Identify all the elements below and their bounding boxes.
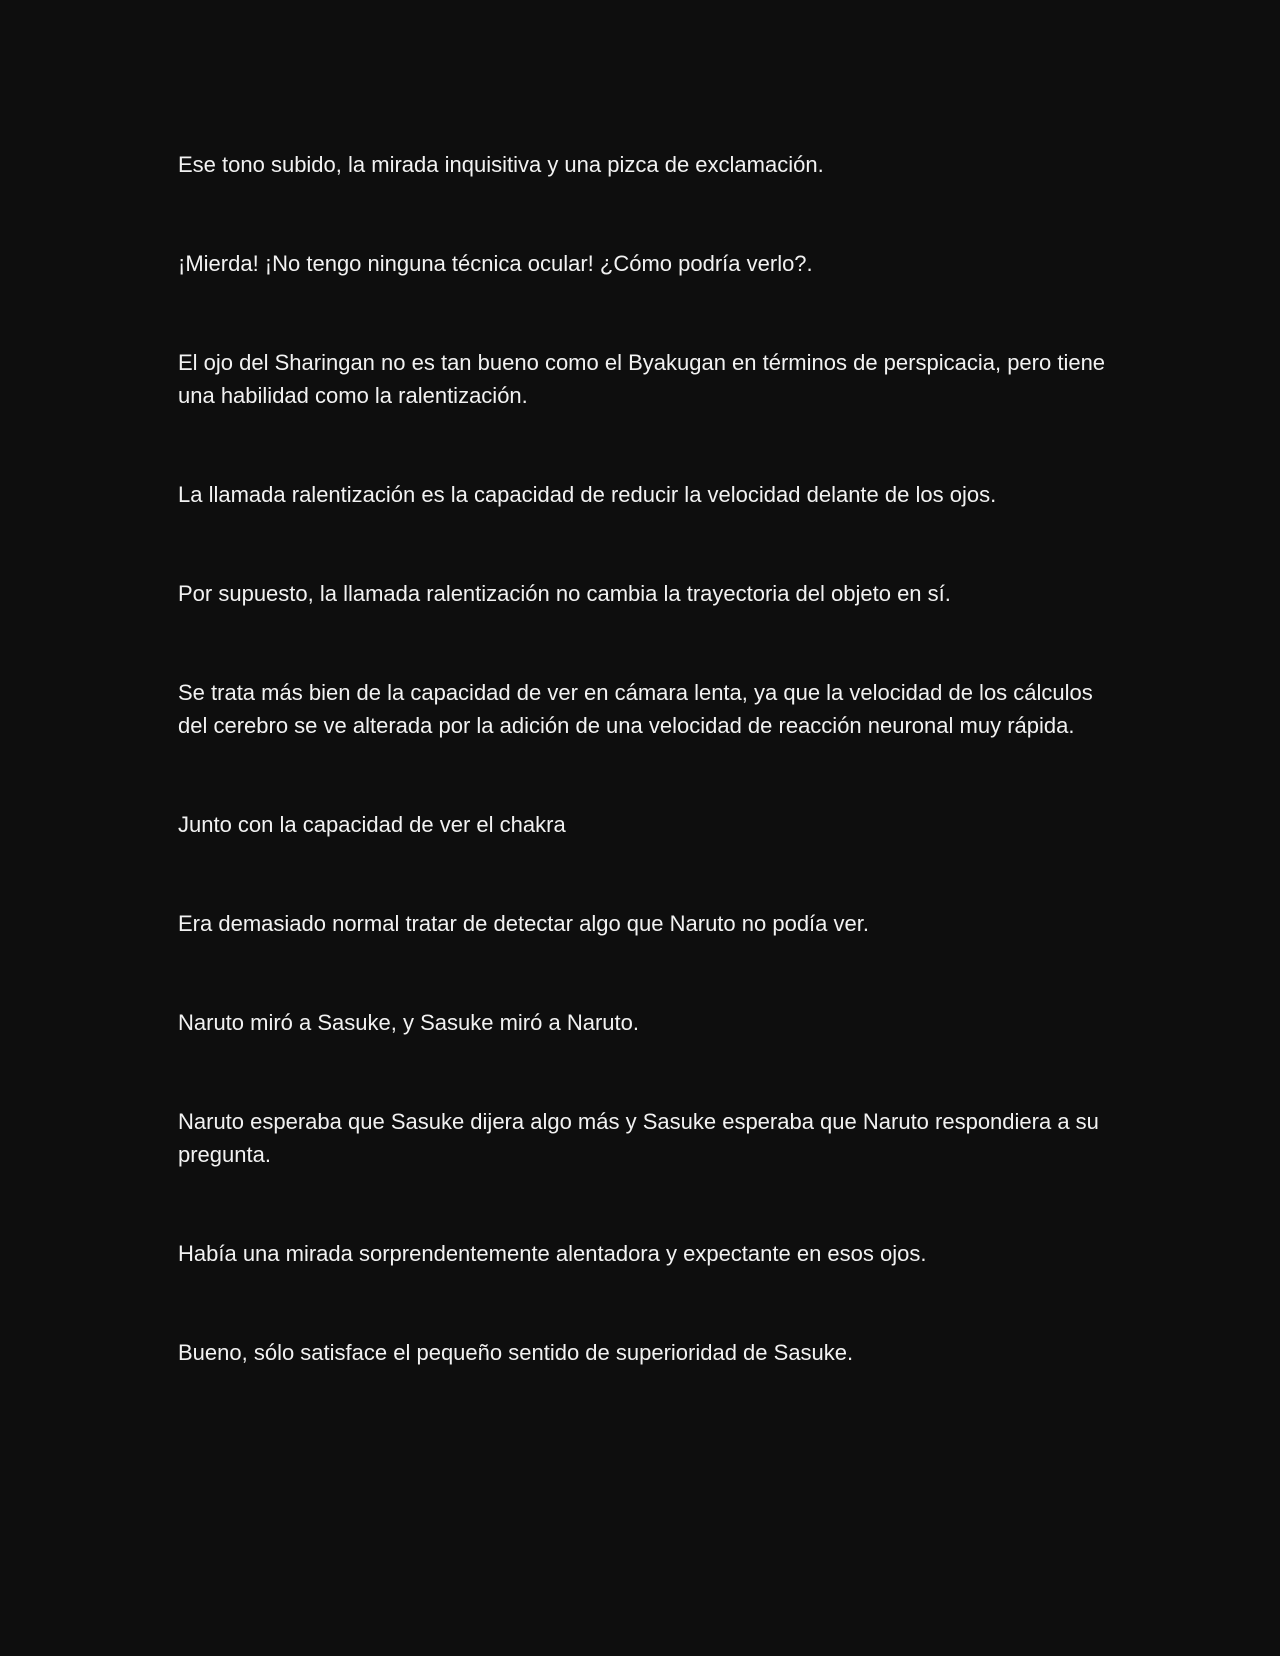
paragraph: ¡Mierda! ¡No tengo ninguna técnica ocular! ¿Cómo podría verlo?. xyxy=(178,251,813,276)
paragraph: Junto con la capacidad de ver el chakra xyxy=(178,812,566,837)
paragraph: Naruto esperaba que Sasuke dijera algo más y Sasuke esperaba que Naruto respondiera a su pregunta. xyxy=(178,1109,1099,1167)
paragraph: Por supuesto, la llamada ralentización no cambia la trayectoria del objeto en sí. xyxy=(178,581,951,606)
paragraph: Bueno, sólo satisface el pequeño sentido de superioridad de Sasuke. xyxy=(178,1340,854,1365)
paragraph: El ojo del Sharingan no es tan bueno como el Byakugan en términos de perspicacia, pero tiene una habilidad como la ralentización. xyxy=(178,350,1106,408)
paragraph: Naruto miró a Sasuke, y Sasuke miró a Naruto. xyxy=(178,1010,639,1035)
paragraph: Era demasiado normal tratar de detectar algo que Naruto no podía ver. xyxy=(178,911,869,936)
paragraph: Había una mirada sorprendentemente alentadora y expectante en esos ojos. xyxy=(178,1241,927,1266)
paragraph: La llamada ralentización es la capacidad de reducir la velocidad delante de los ojos. xyxy=(178,482,997,507)
document-body xyxy=(178,148,1108,1435)
paragraph: Se trata más bien de la capacidad de ver en cámara lenta, ya que la velocidad de los cálculos del cerebro se ve alterada por la adición de una velocidad de reacción neuronal muy rápida. xyxy=(178,680,1093,738)
paragraph: Ese tono subido, la mirada inquisitiva y una pizca de exclamación. xyxy=(178,152,824,177)
